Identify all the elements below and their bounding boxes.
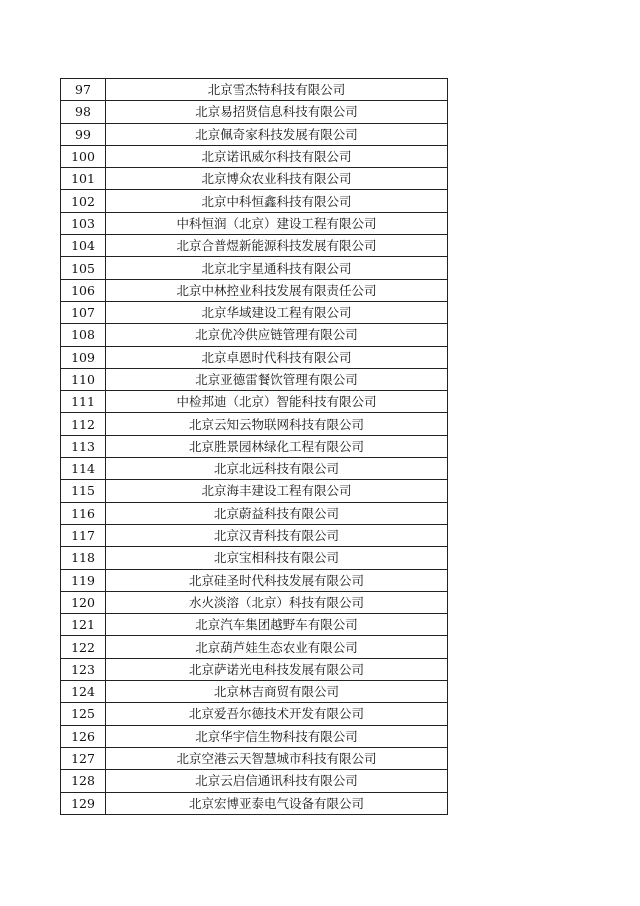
- table-row: [61, 190, 448, 212]
- row-number: 102: [61, 190, 106, 212]
- row-number: 126: [61, 725, 106, 747]
- row-number: 103: [61, 212, 106, 234]
- row-number: 97: [61, 79, 106, 101]
- company-name: 北京亚德雷餐饮管理有限公司: [106, 368, 448, 390]
- table-row: [61, 324, 448, 346]
- company-name: 北京宝相科技有限公司: [106, 547, 448, 569]
- company-name: 北京蔚益科技有限公司: [106, 502, 448, 524]
- row-number: 112: [61, 413, 106, 435]
- company-name: 北京易招贤信息科技有限公司: [106, 101, 448, 123]
- company-name: 北京诺讯威尔科技有限公司: [106, 145, 448, 167]
- company-name: 水火淡溶（北京）科技有限公司: [106, 591, 448, 613]
- row-number: 98: [61, 101, 106, 123]
- table-row: [61, 792, 448, 814]
- company-name: 北京华域建设工程有限公司: [106, 301, 448, 323]
- row-number: 113: [61, 435, 106, 457]
- row-number: 129: [61, 792, 106, 814]
- company-name: 北京汽车集团越野车有限公司: [106, 614, 448, 636]
- table-row: [61, 79, 448, 101]
- table-row: [61, 703, 448, 725]
- company-name: 北京优冷供应链管理有限公司: [106, 324, 448, 346]
- company-name: 北京中科恒鑫科技有限公司: [106, 190, 448, 212]
- table-row: [61, 636, 448, 658]
- table-row: [61, 614, 448, 636]
- row-number: 127: [61, 747, 106, 769]
- company-name: 北京云启信通讯科技有限公司: [106, 770, 448, 792]
- table-row: [61, 413, 448, 435]
- row-number: 99: [61, 123, 106, 145]
- row-number: 124: [61, 681, 106, 703]
- table-row: [61, 681, 448, 703]
- table-row: [61, 212, 448, 234]
- table-row: [61, 123, 448, 145]
- company-name: 北京林吉商贸有限公司: [106, 681, 448, 703]
- row-number: 107: [61, 301, 106, 323]
- row-number: 116: [61, 502, 106, 524]
- company-name: 中科恒润（北京）建设工程有限公司: [106, 212, 448, 234]
- row-number: 111: [61, 391, 106, 413]
- table-row: [61, 168, 448, 190]
- company-name: 北京佩奇家科技发展有限公司: [106, 123, 448, 145]
- row-number: 114: [61, 458, 106, 480]
- table-row: [61, 480, 448, 502]
- company-name: 北京萨诺光电科技发展有限公司: [106, 658, 448, 680]
- company-name: 北京博众农业科技有限公司: [106, 168, 448, 190]
- table-row: [61, 591, 448, 613]
- company-name: 北京空港云天智慧城市科技有限公司: [106, 747, 448, 769]
- company-table: [60, 78, 448, 815]
- table-row: [61, 524, 448, 546]
- row-number: 106: [61, 279, 106, 301]
- table-row: [61, 747, 448, 769]
- row-number: 128: [61, 770, 106, 792]
- row-number: 125: [61, 703, 106, 725]
- row-number: 120: [61, 591, 106, 613]
- company-name: 北京爱吾尔德技术开发有限公司: [106, 703, 448, 725]
- table-row: [61, 235, 448, 257]
- row-number: 123: [61, 658, 106, 680]
- table-row: [61, 279, 448, 301]
- company-name: 北京葫芦娃生态农业有限公司: [106, 636, 448, 658]
- table-row: [61, 770, 448, 792]
- table-row: [61, 101, 448, 123]
- company-name: 北京合普煜新能源科技发展有限公司: [106, 235, 448, 257]
- company-name: 北京华宇信生物科技有限公司: [106, 725, 448, 747]
- table-row: [61, 458, 448, 480]
- row-number: 121: [61, 614, 106, 636]
- company-name: 北京卓恩时代科技有限公司: [106, 346, 448, 368]
- row-number: 122: [61, 636, 106, 658]
- company-name: 北京云知云物联网科技有限公司: [106, 413, 448, 435]
- table-row: [61, 502, 448, 524]
- company-name: 北京北远科技有限公司: [106, 458, 448, 480]
- company-name: 北京雪杰特科技有限公司: [106, 79, 448, 101]
- table-row: [61, 301, 448, 323]
- table-row: [61, 346, 448, 368]
- company-name: 北京海丰建设工程有限公司: [106, 480, 448, 502]
- company-name: 北京硅圣时代科技发展有限公司: [106, 569, 448, 591]
- row-number: 109: [61, 346, 106, 368]
- row-number: 101: [61, 168, 106, 190]
- row-number: 118: [61, 547, 106, 569]
- row-number: 115: [61, 480, 106, 502]
- table-row: [61, 569, 448, 591]
- company-name: 中检邦迪（北京）智能科技有限公司: [106, 391, 448, 413]
- company-name: 北京胜景园林绿化工程有限公司: [106, 435, 448, 457]
- table-row: [61, 658, 448, 680]
- table-row: [61, 368, 448, 390]
- company-name: 北京北宇星通科技有限公司: [106, 257, 448, 279]
- company-name: 北京汉青科技有限公司: [106, 524, 448, 546]
- row-number: 105: [61, 257, 106, 279]
- row-number: 110: [61, 368, 106, 390]
- row-number: 104: [61, 235, 106, 257]
- row-number: 108: [61, 324, 106, 346]
- company-name: 北京宏博亚泰电气设备有限公司: [106, 792, 448, 814]
- table-body: [61, 79, 448, 815]
- table-row: [61, 435, 448, 457]
- table-row: [61, 391, 448, 413]
- table-row: [61, 547, 448, 569]
- table-row: [61, 257, 448, 279]
- row-number: 119: [61, 569, 106, 591]
- row-number: 117: [61, 524, 106, 546]
- company-name: 北京中林控业科技发展有限责任公司: [106, 279, 448, 301]
- table-row: [61, 145, 448, 167]
- row-number: 100: [61, 145, 106, 167]
- table-row: [61, 725, 448, 747]
